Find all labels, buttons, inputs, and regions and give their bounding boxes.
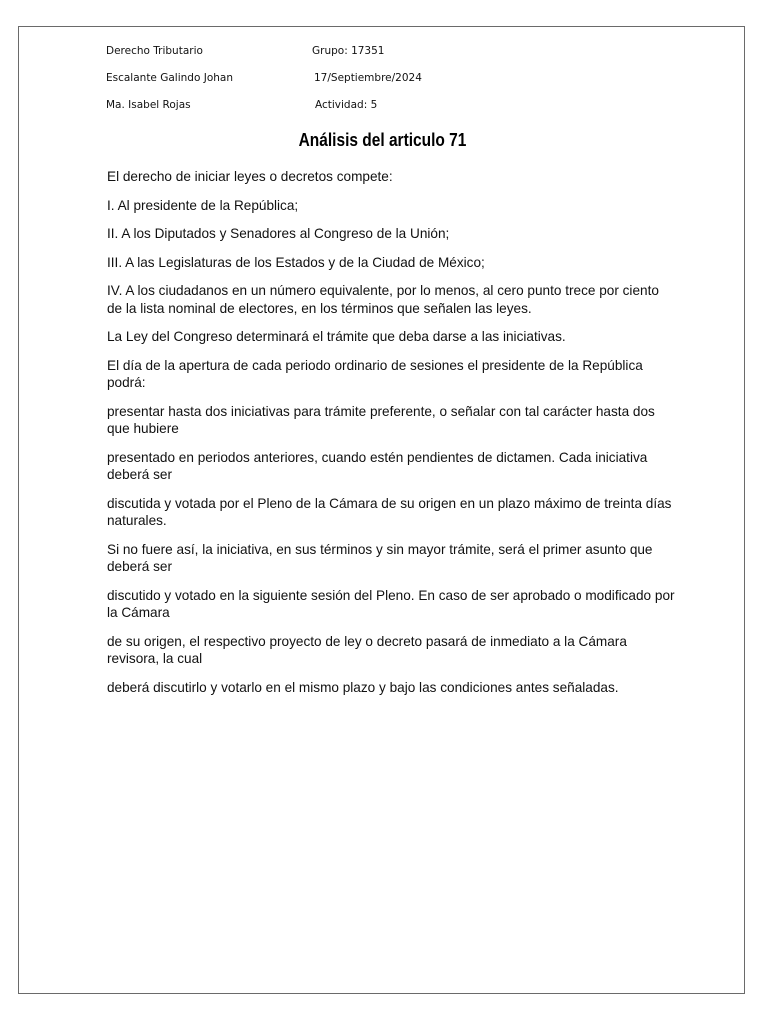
body-paragraph: IV. A los ciudadanos en un número equivalente, por lo menos, al cero punto trece por ciento de la lista nominal de electores, en los términos que señalen las leyes. [107,283,659,316]
body-paragraph: El día de la apertura de cada periodo ordinario de sesiones el presidente de la República podrá: [107,357,643,390]
document-header [106,45,666,126]
document-body [107,168,677,707]
body-paragraph: de su origen, el respectivo proyecto de ley o decreto pasará de inmediato a la Cámara revisora, la cual [107,633,627,666]
group-number: Grupo: 17351 [312,45,385,57]
body-paragraph: I. Al presidente de la República; [107,197,299,213]
body-paragraph: presentar hasta dos iniciativas para trámite preferente, o señalar con tal carácter hasta dos que hubiere [107,403,655,436]
course-name: Derecho Tributario [106,45,203,57]
document-page [18,26,745,994]
body-paragraph: deberá discutirlo y votarlo en el mismo plazo y bajo las condiciones antes señaladas. [107,679,619,695]
header-row [106,72,666,99]
document-title: Análisis del articulo 71 [298,130,467,150]
activity-number: Actividad: 5 [315,99,378,111]
document-date: 17/Septiembre/2024 [314,72,422,84]
body-paragraph: Si no fuere así, la iniciativa, en sus términos y sin mayor trámite, será el primer asunto que deberá ser [107,541,653,574]
body-paragraph: La Ley del Congreso determinará el trámite que deba darse a las iniciativas. [107,329,566,344]
body-paragraph: discutido y votado en la siguiente sesión del Pleno. En caso de ser aprobado o modificado por la Cámara [107,587,675,620]
teacher-name: Ma. Isabel Rojas [106,99,191,111]
body-paragraph: El derecho de iniciar leyes o decretos compete: [107,169,393,184]
header-row [106,45,666,72]
body-paragraph: presentado en periodos anteriores, cuando estén pendientes de dictamen. Cada iniciativa deberá ser [107,449,648,482]
body-paragraph: discutida y votada por el Pleno de la Cámara de su origen en un plazo máximo de treinta días naturales. [107,495,672,528]
student-name: Escalante Galindo Johan [106,72,233,84]
body-paragraph: III. A las Legislaturas de los Estados y de la Ciudad de México; [107,254,485,270]
header-row [106,99,666,126]
body-paragraph: II. A los Diputados y Senadores al Congreso de la Unión; [107,226,450,241]
